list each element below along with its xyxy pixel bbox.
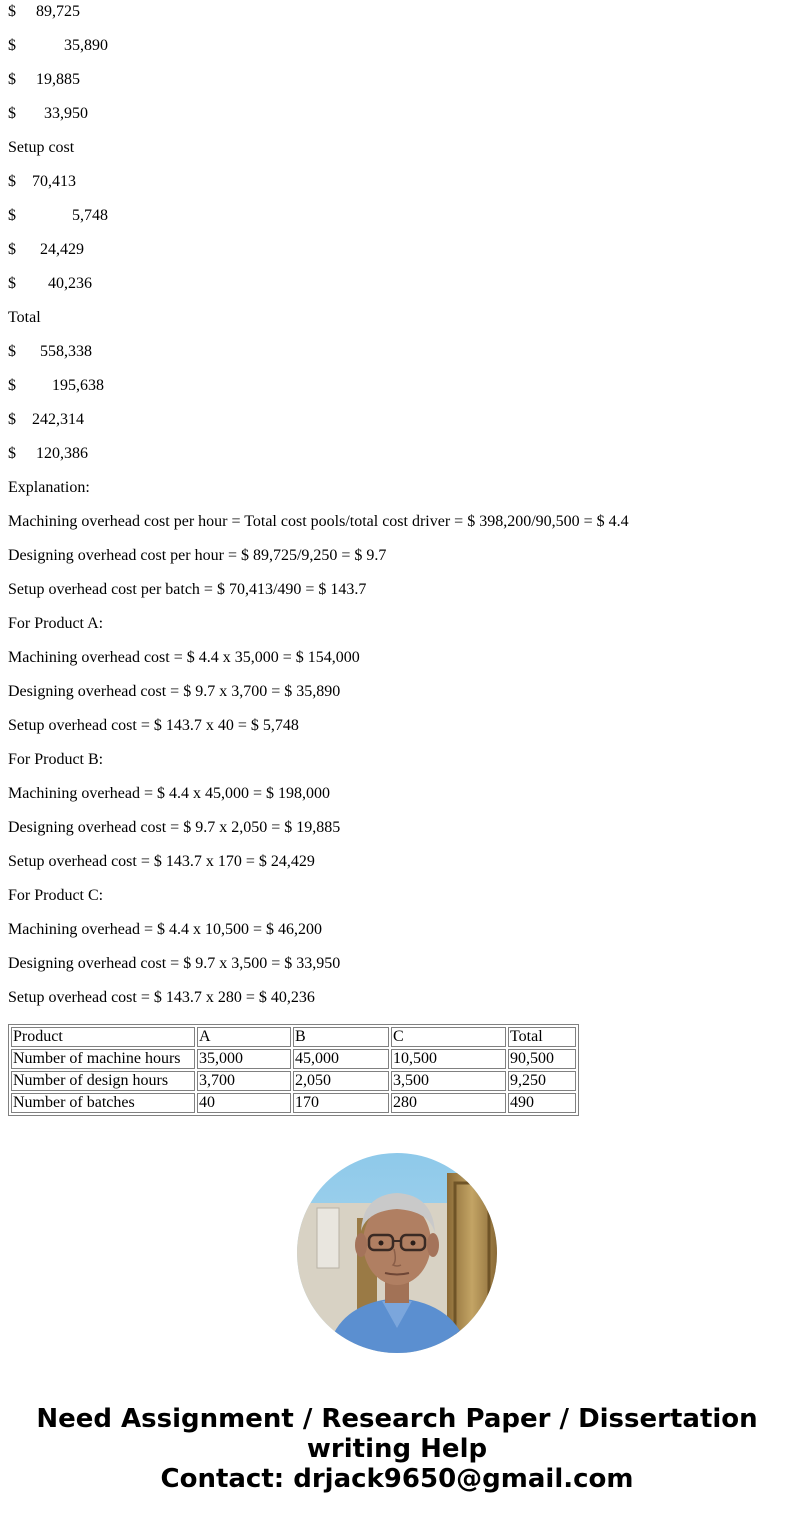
- cost-line: $ 195,638: [8, 377, 104, 394]
- cost-line: $ 5,748: [8, 207, 108, 224]
- avatar-portrait: [297, 1153, 497, 1353]
- table-row: [11, 1093, 576, 1113]
- table-row: [11, 1049, 576, 1069]
- explanation-line: Machining overhead cost per hour = Total cost pools/total cost driver = $ 398,200/90,500 = $ 4.4: [8, 513, 629, 530]
- table-header-cell: C: [391, 1027, 506, 1047]
- table-cell: Number of machine hours: [11, 1049, 195, 1069]
- cost-line: $ 120,386: [8, 445, 88, 462]
- explanation-line: Machining overhead cost = $ 4.4 x 35,000 = $ 154,000: [8, 649, 360, 666]
- table-header-cell: A: [197, 1027, 291, 1047]
- explanation-line: Designing overhead cost = $ 9.7 x 3,700 = $ 35,890: [8, 683, 341, 700]
- table-cell: Number of batches: [11, 1093, 195, 1113]
- explanation-line: Setup overhead cost per batch = $ 70,413/490 = $ 143.7: [8, 581, 367, 598]
- table-cell: 45,000: [293, 1049, 389, 1069]
- cost-driver-table: [8, 1024, 579, 1116]
- explanation-line: Designing overhead cost = $ 9.7 x 2,050 = $ 19,885: [8, 819, 341, 836]
- product-a-heading: For Product A:: [8, 615, 104, 632]
- cost-line: $ 70,413: [8, 173, 76, 190]
- promo-banner: [0, 1404, 794, 1494]
- cost-line: $ 89,725: [8, 3, 80, 20]
- explanation-line: Machining overhead = $ 4.4 x 10,500 = $ 46,200: [8, 921, 322, 938]
- cost-line: $ 40,236: [8, 275, 92, 292]
- table-cell: 35,000: [197, 1049, 291, 1069]
- table-cell: 40: [197, 1093, 291, 1113]
- table-cell: Number of design hours: [11, 1071, 195, 1091]
- cost-lines: [8, 0, 786, 476]
- cost-line: $ 33,950: [8, 105, 88, 122]
- explanation-line: Setup overhead cost = $ 143.7 x 40 = $ 5,748: [8, 717, 299, 734]
- table-cell: 280: [391, 1093, 506, 1113]
- cost-line: $ 19,885: [8, 71, 80, 88]
- table-row: [11, 1071, 576, 1091]
- table-header-cell: Product: [11, 1027, 195, 1047]
- promo-line: Need Assignment / Research Paper / Dissertation: [36, 1404, 758, 1434]
- table-cell: 170: [293, 1093, 389, 1113]
- tutor-avatar: [297, 1153, 497, 1353]
- product-c-heading: For Product C:: [8, 887, 104, 904]
- table-cell: 9,250: [508, 1071, 576, 1091]
- setup-cost-heading: Setup cost: [8, 139, 75, 156]
- cost-line: $ 24,429: [8, 241, 84, 258]
- table-cell: 3,700: [197, 1071, 291, 1091]
- explanation-section: [8, 476, 786, 1020]
- explanation-line: Setup overhead cost = $ 143.7 x 280 = $ 40,236: [8, 989, 315, 1006]
- cost-line: $ 35,890: [8, 37, 108, 54]
- promo-line: writing Help: [306, 1434, 488, 1464]
- explanation-line: Designing overhead cost = $ 9.7 x 3,500 = $ 33,950: [8, 955, 341, 972]
- table-cell: 90,500: [508, 1049, 576, 1069]
- table-header-cell: B: [293, 1027, 389, 1047]
- table-header-row: [11, 1027, 576, 1047]
- cost-line: $ 242,314: [8, 411, 84, 428]
- explanation-line: Designing overhead cost per hour = $ 89,725/9,250 = $ 9.7: [8, 547, 387, 564]
- explanation-line: Setup overhead cost = $ 143.7 x 170 = $ 24,429: [8, 853, 315, 870]
- table-cell: 3,500: [391, 1071, 506, 1091]
- document-body: [8, 0, 786, 1116]
- product-b-heading: For Product B:: [8, 751, 104, 768]
- table-cell: 490: [508, 1093, 576, 1113]
- cost-line: $ 558,338: [8, 343, 92, 360]
- promo-contact: Contact: drjack9650@gmail.com: [160, 1464, 634, 1494]
- total-heading: Total: [8, 309, 41, 326]
- table-header-cell: Total: [508, 1027, 576, 1047]
- explanation-line: Machining overhead = $ 4.4 x 45,000 = $ 198,000: [8, 785, 330, 802]
- explanation-heading: Explanation:: [8, 479, 90, 496]
- table-cell: 2,050: [293, 1071, 389, 1091]
- table-cell: 10,500: [391, 1049, 506, 1069]
